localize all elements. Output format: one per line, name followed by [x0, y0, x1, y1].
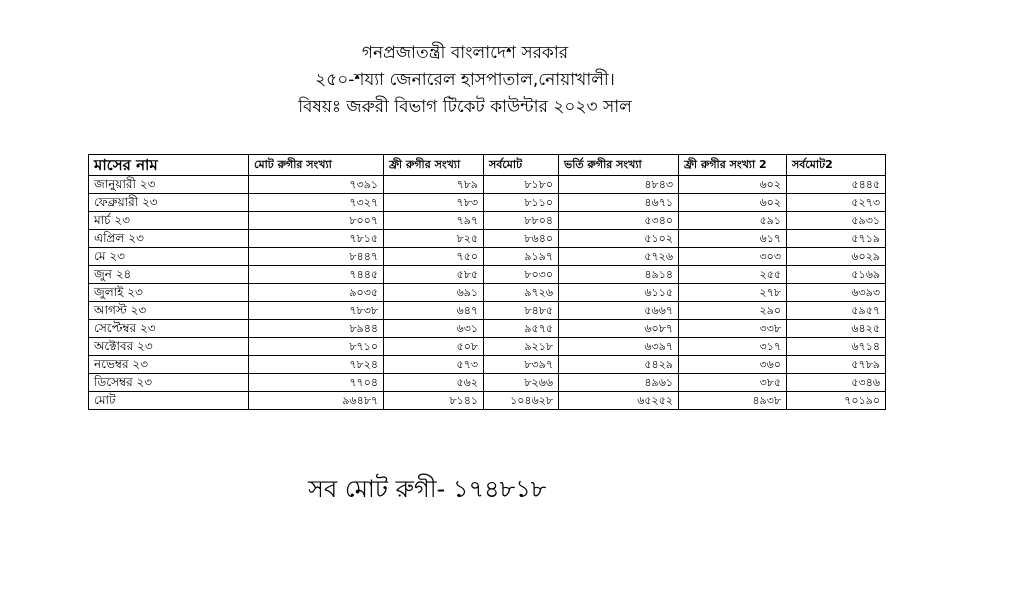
value-cell: ৯৫৭৫ [484, 320, 559, 338]
value-cell: ৫৪৪৫ [787, 176, 886, 194]
value-cell: ৭০১৯০ [787, 392, 886, 410]
grand-total-patients: সব মোট রুগী- ১৭৪৮১৮ [308, 475, 547, 503]
value-cell: ৫৭৮৯ [787, 356, 886, 374]
value-cell: ৩৮৫ [679, 374, 787, 392]
value-cell: ৪৯৩৮ [679, 392, 787, 410]
value-cell: ৫৯১ [679, 212, 787, 230]
column-header: ফ্রী রুগীর সংখ্যা 2 [679, 155, 787, 176]
value-cell: ৬০৮৭ [559, 320, 679, 338]
value-cell: ৬৫২৫২ [559, 392, 679, 410]
value-cell: ৮২৬৬ [484, 374, 559, 392]
value-cell: ৪৯৬১ [559, 374, 679, 392]
month-cell: মোট [89, 392, 249, 410]
table-header-row [89, 155, 886, 176]
column-header: সর্বমোট [484, 155, 559, 176]
value-cell: ৯১৯৭ [484, 248, 559, 266]
table-row [89, 374, 886, 392]
value-cell: ৭৭০৪ [249, 374, 384, 392]
month-cell: মে ২৩ [89, 248, 249, 266]
column-header: ফ্রী রুগীর সংখ্যা [384, 155, 484, 176]
value-cell: ৫৭৩ [384, 356, 484, 374]
value-cell: ৮০০৭ [249, 212, 384, 230]
value-cell: ৭৮১৫ [249, 230, 384, 248]
table-row [89, 230, 886, 248]
table-row [89, 356, 886, 374]
value-cell: ৮৯৪৪ [249, 320, 384, 338]
hospital-name: ২৫০-শয্যা জেনারেল হাসপাতাল,নোয়াখালী। [315, 70, 615, 90]
value-cell: ৭৫০ [384, 248, 484, 266]
value-cell: ৮৬৪০ [484, 230, 559, 248]
value-cell: ৮৪৪৭ [249, 248, 384, 266]
value-cell: ৫০৮ [384, 338, 484, 356]
value-cell: ৫৩৪৬ [787, 374, 886, 392]
value-cell: ৫৬২ [384, 374, 484, 392]
value-cell: ৩১৭ [679, 338, 787, 356]
value-cell: ৮৭১০ [249, 338, 384, 356]
month-cell: মার্চ ২৩ [89, 212, 249, 230]
value-cell: ৬৩১ [384, 320, 484, 338]
table-row [89, 266, 886, 284]
value-cell: ৫৯৩১ [787, 212, 886, 230]
value-cell: ৩৬০ [679, 356, 787, 374]
table-row [89, 194, 886, 212]
value-cell: ৮১৮০ [484, 176, 559, 194]
value-cell: ৫২৭৩ [787, 194, 886, 212]
report-subject: বিষয়ঃ জরুরী বিভাগ টিকেট কাউন্টার ২০২৩ সাল [298, 97, 632, 117]
value-cell: ৭৮২৪ [249, 356, 384, 374]
value-cell: ৬৩৯৩ [787, 284, 886, 302]
table-row [89, 302, 886, 320]
value-cell: ৭৩২৭ [249, 194, 384, 212]
month-cell: জুলাই ২৩ [89, 284, 249, 302]
value-cell: ৫১০২ [559, 230, 679, 248]
value-cell: ৬০২ [679, 194, 787, 212]
value-cell: ৬১৭ [679, 230, 787, 248]
month-cell: এপ্রিল ২৩ [89, 230, 249, 248]
month-cell: অক্টোবর ২৩ [89, 338, 249, 356]
value-cell: ৮২৫ [384, 230, 484, 248]
value-cell: ৬৯১ [384, 284, 484, 302]
table-row [89, 284, 886, 302]
table-row [89, 338, 886, 356]
value-cell: ৩৩৮ [679, 320, 787, 338]
value-cell: ৫৭২৬ [559, 248, 679, 266]
value-cell: ৬৪২৫ [787, 320, 886, 338]
value-cell: ৬৪৭ [384, 302, 484, 320]
month-cell: আগস্ট ২৩ [89, 302, 249, 320]
column-header: মোট রুগীর সংখ্যা [249, 155, 384, 176]
month-cell: জুন ২৪ [89, 266, 249, 284]
value-cell: ২৭৮ [679, 284, 787, 302]
table-row [89, 212, 886, 230]
column-header: সর্বমোট2 [787, 155, 886, 176]
value-cell: ৮১৪১ [384, 392, 484, 410]
value-cell: ৬১১৫ [559, 284, 679, 302]
value-cell: ৮০৩০ [484, 266, 559, 284]
value-cell: ৮৪৮৫ [484, 302, 559, 320]
value-cell: ৭৪৪৫ [249, 266, 384, 284]
value-cell: ৯৭২৬ [484, 284, 559, 302]
value-cell: ৭৮৩৮ [249, 302, 384, 320]
value-cell: ৫৭১৯ [787, 230, 886, 248]
value-cell: ৯২১৮ [484, 338, 559, 356]
value-cell: ৪৮৪৩ [559, 176, 679, 194]
month-cell: ডিসেম্বর ২৩ [89, 374, 249, 392]
value-cell: ৭৯৭ [384, 212, 484, 230]
month-cell: সেপ্টেম্বর ২৩ [89, 320, 249, 338]
value-cell: ৪৯১৪ [559, 266, 679, 284]
month-cell: ফেব্রুয়ারী ২৩ [89, 194, 249, 212]
value-cell: ১০৪৬২৮ [484, 392, 559, 410]
month-cell: নভেম্বর ২৩ [89, 356, 249, 374]
value-cell: ৬৭১৪ [787, 338, 886, 356]
value-cell: ৫৪২৯ [559, 356, 679, 374]
table-total-row [89, 392, 886, 410]
value-cell: ৫৮৫ [384, 266, 484, 284]
month-cell: জানুয়ারী ২৩ [89, 176, 249, 194]
value-cell: ৫৩৪০ [559, 212, 679, 230]
patient-count-table [88, 154, 886, 410]
column-header: মাসের নাম [89, 155, 249, 176]
table-row [89, 176, 886, 194]
value-cell: ৫১৬৯ [787, 266, 886, 284]
value-cell: ৯৬৪৮৭ [249, 392, 384, 410]
value-cell: ৭৩৯১ [249, 176, 384, 194]
value-cell: ৩০৩ [679, 248, 787, 266]
value-cell: ৫৯৫৭ [787, 302, 886, 320]
value-cell: ২৯০ [679, 302, 787, 320]
value-cell: ৪৬৭১ [559, 194, 679, 212]
value-cell: ৯০৩৫ [249, 284, 384, 302]
value-cell: ৬৩৯৭ [559, 338, 679, 356]
value-cell: ২৫৫ [679, 266, 787, 284]
value-cell: ৮৩৯৭ [484, 356, 559, 374]
table-row [89, 320, 886, 338]
column-header: ভর্তি রুগীর সংখ্যা [559, 155, 679, 176]
government-title: গনপ্রজাতন্ত্রী বাংলাদেশ সরকার [361, 43, 569, 63]
value-cell: ৭৮৯ [384, 176, 484, 194]
value-cell: ৭৮৩ [384, 194, 484, 212]
value-cell: ৬০২৯ [787, 248, 886, 266]
value-cell: ৮১১০ [484, 194, 559, 212]
value-cell: ৬০২ [679, 176, 787, 194]
document-header [0, 40, 930, 121]
table-row [89, 248, 886, 266]
value-cell: ৫৬৬৭ [559, 302, 679, 320]
value-cell: ৮৮০৪ [484, 212, 559, 230]
